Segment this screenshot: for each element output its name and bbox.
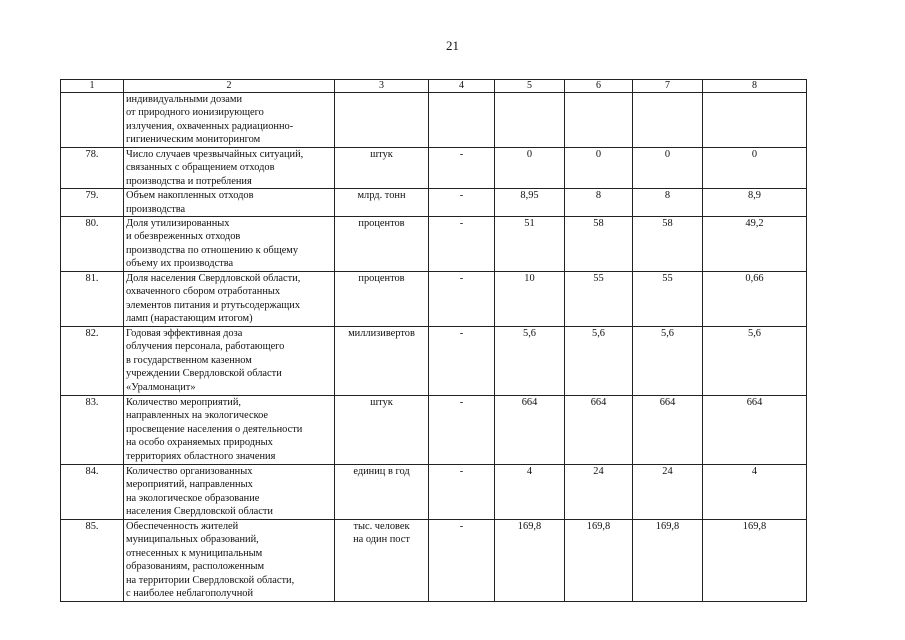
unit-of-measure — [335, 189, 429, 217]
indicator-name — [124, 396, 335, 465]
value-col-5: 169,8 — [495, 520, 565, 602]
indicator-name — [124, 272, 335, 327]
value-col-7: 0 — [633, 148, 703, 189]
header-col-4: 4 — [429, 80, 495, 93]
table-row — [61, 189, 807, 217]
indicator-name-line: направленных на экологическое — [126, 410, 269, 422]
value-col-7: 664 — [633, 396, 703, 465]
indicator-name-line: индивидуальными дозами — [126, 94, 243, 105]
row-number: 80. — [61, 217, 124, 272]
value-col-4: - — [429, 272, 495, 327]
row-number — [61, 93, 124, 148]
value-col-5: 5,6 — [495, 327, 565, 396]
value-col-6: 169,8 — [565, 520, 633, 602]
unit-line: процентов — [358, 218, 405, 230]
indicator-name-line: мероприятий, направленных — [126, 479, 253, 491]
header-col-1: 1 — [61, 80, 124, 93]
indicator-name-line: населения Свердловской области — [126, 506, 273, 518]
value-col-4: - — [429, 327, 495, 396]
unit-line: тыс. человек — [353, 521, 410, 533]
indicator-name — [124, 93, 335, 148]
value-col-8: 8,9 — [703, 189, 807, 217]
indicator-name-line: ламп (нарастающим итогом) — [126, 313, 253, 325]
unit-line: на один пост — [353, 534, 410, 546]
table-row — [61, 396, 807, 465]
value-col-4: - — [429, 189, 495, 217]
unit-line: единиц в год — [353, 466, 410, 478]
indicator-name-line: объему их производства — [126, 258, 234, 270]
table-row — [61, 327, 807, 396]
unit-of-measure — [335, 327, 429, 396]
value-col-5 — [495, 93, 565, 148]
unit-of-measure — [335, 93, 429, 148]
unit-of-measure — [335, 396, 429, 465]
indicator-name-line: Обеспеченность жителей — [126, 521, 239, 533]
unit-of-measure — [335, 217, 429, 272]
indicator-name-line: отнесенных к муниципальным — [126, 547, 263, 559]
value-col-4: - — [429, 217, 495, 272]
indicator-name-line: гигиеническим мониторингом — [126, 134, 261, 146]
unit-of-measure — [335, 520, 429, 602]
row-number: 84. — [61, 465, 124, 520]
value-col-8: 664 — [703, 396, 807, 465]
table-row — [61, 93, 807, 148]
value-col-8: 0,66 — [703, 272, 807, 327]
table-body — [61, 93, 807, 602]
value-col-6: 0 — [565, 148, 633, 189]
value-col-5: 0 — [495, 148, 565, 189]
header-col-8: 8 — [703, 80, 807, 93]
value-col-6 — [565, 93, 633, 148]
value-col-8: 4 — [703, 465, 807, 520]
unit-line: штук — [370, 397, 393, 409]
indicator-name-line: Доля утилизированных — [126, 218, 230, 230]
value-col-8: 0 — [703, 148, 807, 189]
unit-line: млрд. тонн — [357, 190, 406, 202]
value-col-4: - — [429, 520, 495, 602]
value-col-7: 24 — [633, 465, 703, 520]
indicator-name-line: на особо охраняемых природных — [126, 437, 273, 449]
value-col-4 — [429, 93, 495, 148]
indicator-name-line: связанных с обращением отходов — [126, 162, 275, 174]
indicator-name-line: просвещение населения о деятельности — [126, 423, 303, 435]
indicator-name-line: производства по отношению к общему — [126, 244, 299, 256]
unit-line: штук — [370, 149, 393, 160]
value-col-8: 49,2 — [703, 217, 807, 272]
indicator-name-line: образованиям, расположенным — [126, 561, 265, 573]
header-col-5: 5 — [495, 80, 565, 93]
value-col-5: 8,95 — [495, 189, 565, 217]
indicator-name-line: Объем накопленных отходов — [126, 190, 254, 202]
value-col-5: 664 — [495, 396, 565, 465]
value-col-6: 24 — [565, 465, 633, 520]
indicators-table — [60, 79, 807, 602]
indicator-name-line: Количество мероприятий, — [126, 397, 242, 409]
value-col-6: 664 — [565, 396, 633, 465]
value-col-8: 5,6 — [703, 327, 807, 396]
indicator-name-line: облучения персонала, работающего — [126, 341, 285, 353]
table-row — [61, 520, 807, 602]
value-col-5: 4 — [495, 465, 565, 520]
value-col-6: 5,6 — [565, 327, 633, 396]
row-number: 78. — [61, 148, 124, 189]
table-row — [61, 272, 807, 327]
indicator-name-line: в государственном казенном — [126, 354, 252, 366]
indicator-name-line: «Уралмонацит» — [126, 381, 196, 393]
unit-of-measure — [335, 148, 429, 189]
value-col-4: - — [429, 465, 495, 520]
indicator-name-line: территориях областного значения — [126, 450, 276, 462]
value-col-7: 58 — [633, 217, 703, 272]
row-number: 81. — [61, 272, 124, 327]
value-col-7: 169,8 — [633, 520, 703, 602]
indicator-name-line: охваченного сбором отработанных — [126, 286, 281, 298]
indicator-name-line: учреждении Свердловской области — [126, 368, 282, 380]
row-number: 79. — [61, 189, 124, 217]
page-number: 21 — [446, 38, 459, 53]
indicator-name-line: производства — [126, 203, 186, 215]
row-number: 83. — [61, 396, 124, 465]
value-col-7: 5,6 — [633, 327, 703, 396]
indicator-name-line: излучения, охваченных радиационно- — [126, 120, 294, 132]
unit-line: миллизивертов — [348, 328, 415, 340]
indicator-name-line: элементов питания и ртутьсодержащих — [126, 299, 301, 311]
table-row — [61, 465, 807, 520]
value-col-6: 55 — [565, 272, 633, 327]
indicator-name-line: и обезвреженных отходов — [126, 231, 241, 243]
header-col-2: 2 — [124, 80, 335, 93]
row-number: 85. — [61, 520, 124, 602]
indicator-name — [124, 189, 335, 217]
value-col-8: 169,8 — [703, 520, 807, 602]
header-row — [61, 80, 807, 93]
value-col-5: 10 — [495, 272, 565, 327]
indicator-name-line: Доля населения Свердловской области, — [126, 273, 301, 285]
value-col-7: 8 — [633, 189, 703, 217]
value-col-8 — [703, 93, 807, 148]
header-col-7: 7 — [633, 80, 703, 93]
indicator-name-line: Количество организованных — [126, 466, 253, 478]
value-col-6: 8 — [565, 189, 633, 217]
indicator-name — [124, 520, 335, 602]
table-row — [61, 217, 807, 272]
row-number: 82. — [61, 327, 124, 396]
value-col-5: 51 — [495, 217, 565, 272]
indicator-name-line: Годовая эффективная доза — [126, 328, 243, 340]
value-col-6: 58 — [565, 217, 633, 272]
value-col-7 — [633, 93, 703, 148]
indicator-name-line: на территории Свердловской области, — [126, 574, 295, 586]
indicator-name-line: с наиболее неблагополучной — [126, 588, 254, 600]
unit-of-measure — [335, 465, 429, 520]
indicator-name-line: производства и потребления — [126, 175, 252, 187]
indicator-name-line: муниципальных образований, — [126, 534, 259, 546]
indicator-name — [124, 327, 335, 396]
indicator-name — [124, 465, 335, 520]
unit-line: процентов — [358, 273, 405, 285]
value-col-4: - — [429, 148, 495, 189]
value-col-7: 55 — [633, 272, 703, 327]
header-col-6: 6 — [565, 80, 633, 93]
indicator-name — [124, 148, 335, 189]
indicator-name-line: на экологическое образование — [126, 492, 260, 504]
table-row — [61, 148, 807, 189]
value-col-4: - — [429, 396, 495, 465]
indicator-name — [124, 217, 335, 272]
indicator-name-line: Число случаев чрезвычайных ситуаций, — [126, 149, 304, 160]
unit-of-measure — [335, 272, 429, 327]
indicator-name-line: от природного ионизирующего — [126, 107, 264, 119]
header-col-3: 3 — [335, 80, 429, 93]
